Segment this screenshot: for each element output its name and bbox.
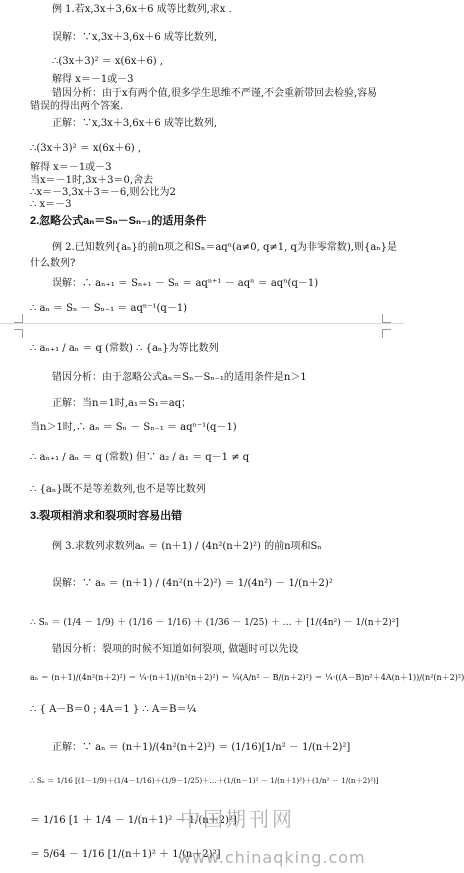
error-analysis: 错因分析：裂项的时候不知道如何裂项, 做题时可以先设: [52, 644, 299, 655]
solution-result: 解得 x＝－1或－3: [30, 162, 112, 173]
final-answer: ＝ 5/64 － 1/16 [1/(n＋1)² ＋ 1/(n＋2)²]: [30, 849, 221, 860]
corner-mark: [382, 314, 391, 323]
solution-result: 解得 x＝－1或－3: [52, 74, 134, 85]
watermark-url: www.chinaqking.com: [178, 848, 366, 867]
section-heading-2: 2.忽略公式aₙ＝Sₙ－Sₙ₋₁的适用条件: [30, 215, 207, 227]
sum-line: ∴ Sₙ ＝ 1/16 [(1－1/9)＋(1/4－1/16)＋(1/9－1/25)＋…＋(1/(n－1)² － 1/(n＋1)²)＋(1/n² － 1/(n＋2)²)]: [30, 776, 379, 785]
corner-mark: [14, 314, 23, 323]
correct-solution-line: 正解：∵x,3x＋3,6x＋6 成等比数列,: [52, 118, 218, 129]
equation-line: ∴(3x＋3)² ＝ x(6x＋6) ,: [52, 56, 164, 67]
wrong-solution-line: 误解：∵ aₙ ＝ (n＋1) / (4n²(n＋2)²) ＝ 1/(4n²) － 1/(n＋2)²: [52, 578, 333, 589]
example-2-statement-cont: 什么数列?: [30, 258, 76, 269]
ratio-line: ∴x＝－3,3x＋3＝－6,则公比为2: [30, 187, 176, 198]
wrong-solution-line: 误解：∵x,3x＋3,6x＋6 成等比数列,: [52, 32, 218, 43]
corner-mark: [14, 329, 23, 338]
equation-line: ∴(3x＋3)² ＝ x(6x＋6) ,: [30, 143, 142, 154]
section-heading-3: 3.裂项相消求和裂项时容易出错: [30, 510, 183, 522]
corner-mark: [382, 329, 391, 338]
example-1-statement: 例 1.若x,3x＋3,6x＋6 成等比数列,求x .: [52, 4, 232, 15]
page-break-line: [0, 323, 404, 324]
conclusion-line: ∴ {aₙ}既不是等差数列,也不是等比数列: [30, 484, 206, 495]
final-answer: ∴ x＝－3: [30, 199, 72, 210]
correct-solution-line: 正解：∵ aₙ ＝ (n＋1)/(4n²(n＋2)²) ＝ (1/16)[1/n² － 1/(n＋2)²]: [52, 742, 351, 753]
correct-solution-line: 正解：当n＝1时,a₁＝S₁＝aq；: [52, 398, 192, 409]
ratio-line: ∴ aₙ₊₁ / aₙ ＝ q (常数) ∴ {aₙ}为等比数列: [30, 343, 219, 354]
formula-line: ∴ aₙ ＝ Sₙ － Sₙ₋₁ ＝ aqⁿ⁻¹(q－1): [30, 303, 188, 314]
sum-line: ∴ Sₙ ＝ (1/4 － 1/9) ＋ (1/16 － 1/16) ＋ (1/36 － 1/25) ＋ … ＋ [1/(4n²) － 1/(n＋2)²]: [30, 618, 399, 628]
error-analysis-cont: 错误的得出两个答案.: [30, 101, 124, 112]
ratio-line: ∴ aₙ₊₁ / aₙ ＝ q (常数) 但∵ a₂ / a₁ ＝ q－1 ≠ q: [30, 452, 250, 463]
error-analysis: 错因分析：由于忽略公式aₙ＝Sₙ－Sₙ₋₁的适用条件是n＞1: [52, 372, 307, 383]
system-line: ∴ { A－B＝0 ; 4A＝1 } ∴ A＝B＝¼: [30, 704, 197, 715]
check-line: 当x＝－1时,3x＋3＝0,舍去: [30, 175, 154, 186]
example-2-statement: 例 2.已知数列{aₙ}的前n项之和Sₙ＝aqⁿ(a≠0, q≠1, q为非零常数),则{aₙ}是: [52, 242, 397, 253]
decomposition-line: aₙ ＝ (n＋1)/(4n²(n＋2)²) ＝ ¼·(n＋1)/(n²(n＋2)²) ＝ ¼(A/n² － B/(n＋2)²) ＝ ¼·((A－B)n²＋4A(n＋1))/(n²(n＋2)²): [30, 673, 464, 682]
watermark-chinese: 中国期刊网: [180, 807, 295, 831]
example-3-statement: 例 3.求数列求数列aₙ ＝ (n＋1) / (4n²(n＋2)²) 的前n项和Sₙ: [52, 541, 322, 552]
simplify-line: ＝ 1/16 [1 ＋ 1/4 － 1/(n＋1)² － 1/(n＋2)²]: [30, 815, 237, 826]
formula-line: 当n＞1时,∴ aₙ ＝ Sₙ － Sₙ₋₁ ＝ aqⁿ⁻¹(q－1): [30, 422, 237, 433]
wrong-solution-line: 误解：∴ aₙ₊₁ ＝ Sₙ₊₁ － Sₙ ＝ aqⁿ⁺¹ － aqⁿ ＝ aqⁿ(q－1): [52, 278, 319, 289]
error-analysis: 错因分析：由于x有两个值,很多学生思维不严谨,不会重新带回去检验,容易: [52, 88, 378, 99]
